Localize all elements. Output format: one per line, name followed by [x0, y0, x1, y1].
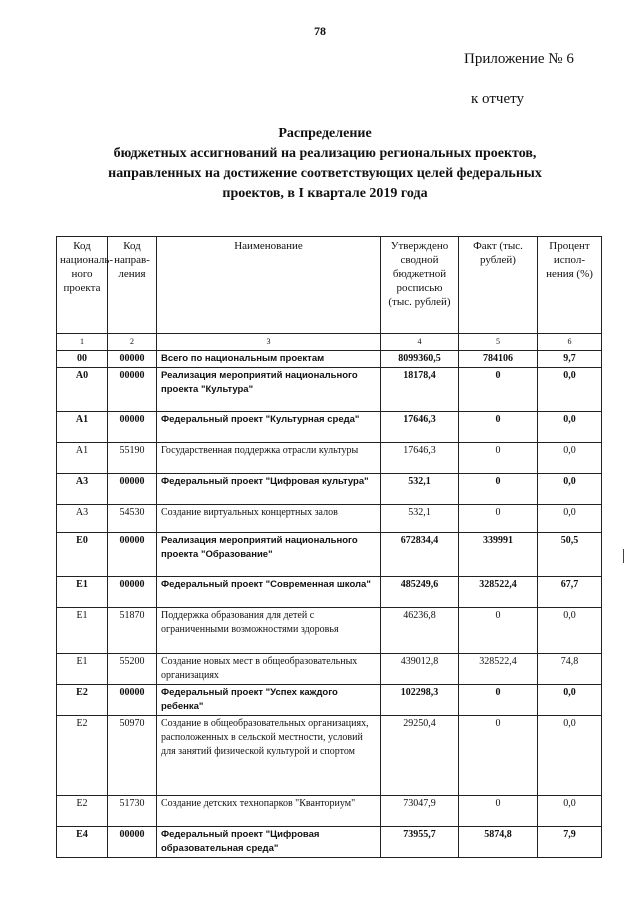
cell-code: А1	[57, 443, 108, 474]
cell-percent: 0,0	[538, 474, 602, 505]
cell-direction: 50970	[108, 716, 157, 796]
table-row	[57, 368, 602, 412]
cell-approved: 17646,3	[381, 412, 459, 443]
cell-code: 00	[57, 351, 108, 368]
column-number: 3	[157, 334, 381, 351]
cell-percent: 0,0	[538, 505, 602, 533]
cell-code: Е2	[57, 685, 108, 716]
cell-code: А0	[57, 368, 108, 412]
margin-mark	[623, 549, 624, 563]
cell-percent: 0,0	[538, 796, 602, 827]
cell-fact: 0	[459, 716, 538, 796]
cell-fact: 5874,8	[459, 827, 538, 858]
cell-name: Создание в общеобразовательных организациях, расположенных в сельской местности, условий для занятий физической культурой и спортом	[157, 716, 381, 796]
cell-name: Федеральный проект "Цифровая культура"	[157, 474, 381, 505]
cell-fact: 0	[459, 474, 538, 505]
cell-approved: 73955,7	[381, 827, 459, 858]
column-number: 5	[459, 334, 538, 351]
budget-table	[56, 236, 602, 858]
cell-approved: 29250,4	[381, 716, 459, 796]
cell-percent: 0,0	[538, 443, 602, 474]
table-row	[57, 577, 602, 608]
cell-name: Реализация мероприятий национального проекта "Культура"	[157, 368, 381, 412]
table-row	[57, 716, 602, 796]
table-row	[57, 351, 602, 368]
table-row	[57, 533, 602, 577]
table-row	[57, 827, 602, 858]
cell-fact: 0	[459, 443, 538, 474]
header-name: Наименование	[157, 237, 381, 334]
header-national-project-code: Код националь-ного проекта	[57, 237, 108, 334]
cell-percent: 0,0	[538, 685, 602, 716]
cell-percent: 50,5	[538, 533, 602, 577]
cell-approved: 532,1	[381, 474, 459, 505]
cell-approved: 17646,3	[381, 443, 459, 474]
cell-code: Е1	[57, 654, 108, 685]
cell-fact: 0	[459, 608, 538, 654]
cell-code: Е2	[57, 716, 108, 796]
cell-percent: 74,8	[538, 654, 602, 685]
cell-fact: 0	[459, 685, 538, 716]
column-number: 1	[57, 334, 108, 351]
cell-approved: 18178,4	[381, 368, 459, 412]
cell-approved: 46236,8	[381, 608, 459, 654]
cell-fact: 328522,4	[459, 654, 538, 685]
cell-name: Всего по национальным проектам	[157, 351, 381, 368]
cell-code: Е0	[57, 533, 108, 577]
cell-direction: 00000	[108, 577, 157, 608]
cell-percent: 0,0	[538, 412, 602, 443]
cell-direction: 51730	[108, 796, 157, 827]
cell-fact: 0	[459, 412, 538, 443]
cell-approved: 672834,4	[381, 533, 459, 577]
cell-percent: 9,7	[538, 351, 602, 368]
cell-direction: 54530	[108, 505, 157, 533]
table-row	[57, 474, 602, 505]
cell-approved: 532,1	[381, 505, 459, 533]
table-row	[57, 796, 602, 827]
cell-name: Федеральный проект "Цифровая образовательная среда"	[157, 827, 381, 858]
cell-code: Е1	[57, 577, 108, 608]
cell-code: Е1	[57, 608, 108, 654]
title-line: направленных на достижение соответствующих целей федеральных	[108, 166, 542, 181]
appendix-label: Приложение № 6	[464, 51, 574, 67]
cell-direction: 51870	[108, 608, 157, 654]
cell-approved: 102298,3	[381, 685, 459, 716]
cell-direction: 00000	[108, 827, 157, 858]
cell-approved: 439012,8	[381, 654, 459, 685]
cell-direction: 00000	[108, 474, 157, 505]
column-number: 4	[381, 334, 459, 351]
to-report-label: к отчету	[471, 91, 524, 107]
cell-name: Федеральный проект "Современная школа"	[157, 577, 381, 608]
cell-direction: 00000	[108, 368, 157, 412]
cell-fact: 784106	[459, 351, 538, 368]
cell-code: А3	[57, 505, 108, 533]
cell-direction: 00000	[108, 412, 157, 443]
column-number: 6	[538, 334, 602, 351]
table-header-row	[57, 237, 602, 334]
column-number-row	[57, 334, 602, 351]
header-direction-code: Код направ-ления	[108, 237, 157, 334]
table-row	[57, 608, 602, 654]
cell-fact: 0	[459, 796, 538, 827]
cell-percent: 0,0	[538, 716, 602, 796]
cell-percent: 7,9	[538, 827, 602, 858]
cell-fact: 328522,4	[459, 577, 538, 608]
cell-name: Государственная поддержка отрасли культуры	[157, 443, 381, 474]
table-row	[57, 685, 602, 716]
header-approved: Утверждено сводной бюджетной росписью (тыс. рублей)	[381, 237, 459, 334]
table-row	[57, 443, 602, 474]
title-line: бюджетных ассигнований на реализацию региональных проектов,	[113, 146, 537, 161]
cell-approved: 8099360,5	[381, 351, 459, 368]
cell-percent: 67,7	[538, 577, 602, 608]
document-title	[60, 124, 590, 204]
table-row	[57, 412, 602, 443]
table-row	[57, 654, 602, 685]
cell-name: Поддержка образования для детей с ограниченными возможностями здоровья	[157, 608, 381, 654]
cell-direction: 00000	[108, 533, 157, 577]
header-percent: Процент испол-нения (%)	[538, 237, 602, 334]
cell-code: А1	[57, 412, 108, 443]
cell-percent: 0,0	[538, 368, 602, 412]
cell-percent: 0,0	[538, 608, 602, 654]
cell-fact: 0	[459, 505, 538, 533]
cell-name: Создание виртуальных концертных залов	[157, 505, 381, 533]
table-row	[57, 505, 602, 533]
cell-approved: 485249,6	[381, 577, 459, 608]
cell-fact: 0	[459, 368, 538, 412]
cell-name: Федеральный проект "Успех каждого ребенка"	[157, 685, 381, 716]
page-number: 78	[314, 24, 326, 38]
header-fact: Факт (тыс. рублей)	[459, 237, 538, 334]
column-number: 2	[108, 334, 157, 351]
cell-name: Реализация мероприятий национального проекта "Образование"	[157, 533, 381, 577]
cell-fact: 339991	[459, 533, 538, 577]
cell-name: Федеральный проект "Культурная среда"	[157, 412, 381, 443]
cell-name: Создание новых мест в общеобразовательных организациях	[157, 654, 381, 685]
cell-direction: 00000	[108, 351, 157, 368]
title-line: проектов, в I квартале 2019 года	[222, 186, 428, 201]
title-line: Распределение	[278, 126, 372, 141]
cell-approved: 73047,9	[381, 796, 459, 827]
cell-direction: 00000	[108, 685, 157, 716]
cell-direction: 55200	[108, 654, 157, 685]
cell-code: Е4	[57, 827, 108, 858]
cell-code: А3	[57, 474, 108, 505]
cell-name: Создание детских технопарков "Кванториум"	[157, 796, 381, 827]
cell-direction: 55190	[108, 443, 157, 474]
cell-code: Е2	[57, 796, 108, 827]
